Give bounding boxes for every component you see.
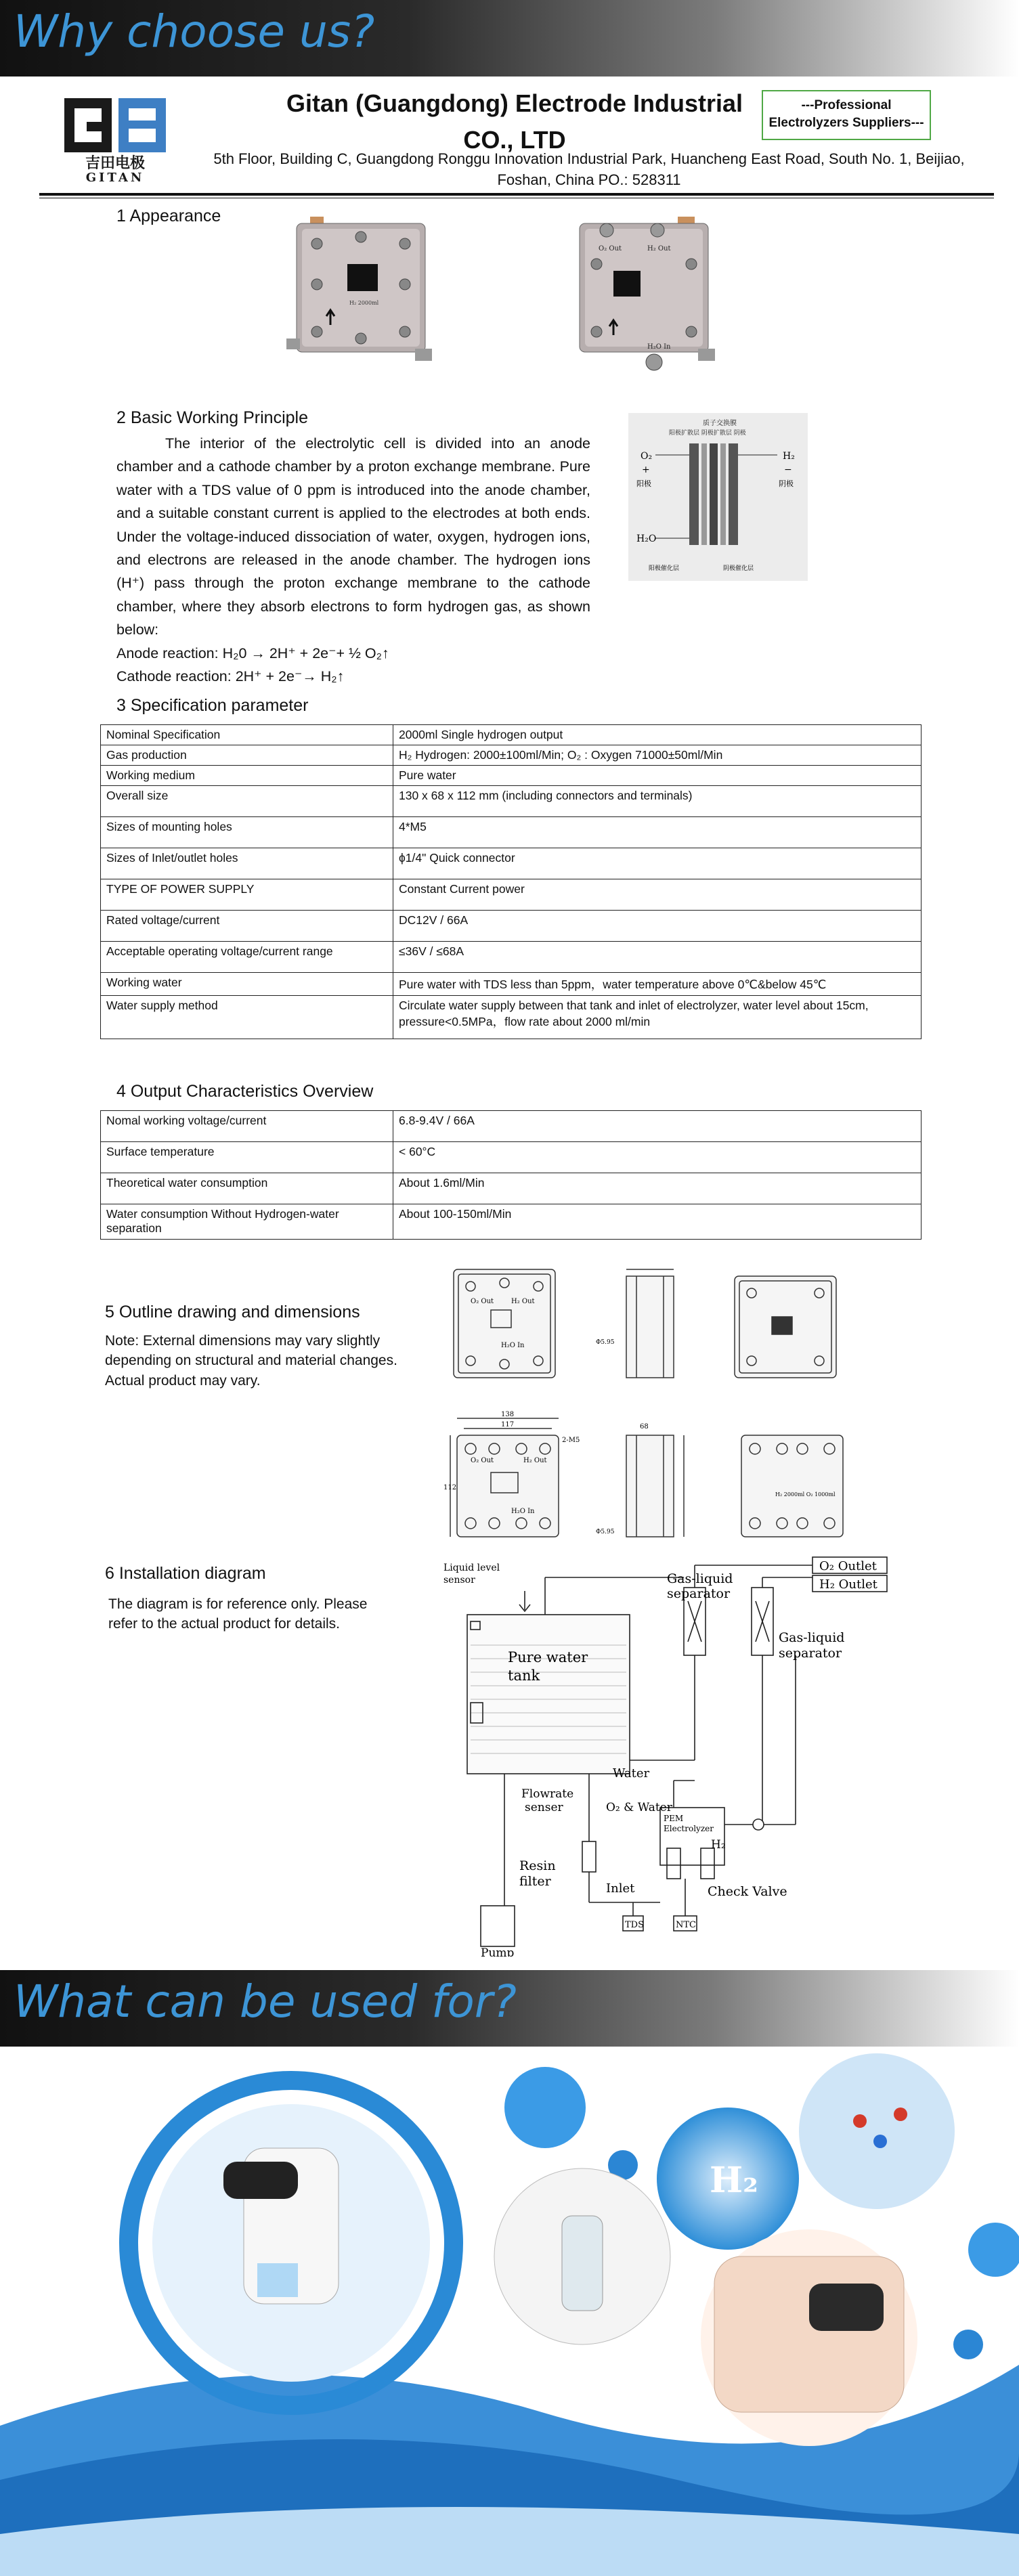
diag-pure-water: Pure water: [508, 1649, 588, 1665]
spec-value: Pure water: [393, 766, 922, 786]
outline-dim-68: 68: [640, 1423, 649, 1431]
outline-h2-out-2: H₂ Out: [523, 1457, 547, 1464]
principle-plus: +: [642, 464, 650, 475]
principle-bottom-1: 阳极催化层: [649, 565, 680, 572]
output-key: Water consumption Without Hydrogen-water separation: [101, 1204, 393, 1240]
svg-text:H₂ Out: H₂ Out: [647, 245, 671, 253]
table-row: [101, 1142, 922, 1173]
principle-bottom-2: 阴极催化层: [723, 565, 754, 572]
outline-h2o-in-1: H₂O In: [501, 1342, 525, 1349]
banner-what-can-be-used-for: [0, 1970, 1019, 2047]
principle-h2o: H₂O: [636, 533, 657, 544]
output-table: [100, 1110, 922, 1240]
table-row: [101, 1204, 922, 1240]
principle-paragraph: The interior of the electrolytic cell is divided into an anode chamber and a cathode chamber by a proton exchange membrane. Pure water with a TDS value of 0 ppm is introduced into the anode chamber, and a suitable constant current is applied to the electrodes at both ends. Under the voltage-induced dissociation of water, oxygen, hydrogen ions, and electrons are released in the anode chamber. The hydrogen ions (H⁺) pass through the proton exchange membrane to the cathode chamber, where they absorb electrons to form hydrogen gas, as shown below:: [116, 435, 590, 638]
company-line-2: CO., LTD: [463, 126, 566, 154]
diag-tank: tank: [508, 1667, 540, 1684]
diag-o2-water: O₂ & Water: [606, 1801, 672, 1814]
svg-text:H₂O In: H₂O In: [647, 343, 671, 351]
diag-filter: filter: [519, 1874, 551, 1889]
principle-h2: H₂: [783, 451, 795, 462]
address-line-2: Foshan, China PO.: 528311: [497, 171, 681, 188]
diag-sensor: sensor: [443, 1575, 475, 1586]
table-row: [101, 848, 922, 879]
output-value: About 100-150ml/Min: [393, 1204, 922, 1240]
spec-key: Nominal Specification: [101, 725, 393, 745]
table-row: [101, 725, 922, 745]
section-6-title: 6 Installation diagram: [105, 1564, 266, 1583]
spec-key: Sizes of mounting holes: [101, 817, 393, 848]
spec-value: ≤36V / ≤68A: [393, 942, 922, 973]
spec-value: 2000ml Single hydrogen output: [393, 725, 922, 745]
diag-gas-sep-2: Gas-liquid: [779, 1630, 845, 1645]
h2-drop-label: H₂: [710, 2160, 758, 2201]
principle-top-1: 质子交换膜: [703, 420, 737, 427]
banner-title: Why choose us?: [14, 5, 375, 58]
output-value: About 1.6ml/Min: [393, 1173, 922, 1204]
output-value: 6.8-9.4V / 66A: [393, 1111, 922, 1142]
outline-dim-117: 117: [501, 1421, 515, 1428]
output-value: < 60°C: [393, 1142, 922, 1173]
section-2-title: 2 Basic Working Principle: [116, 408, 308, 427]
table-row: [101, 1173, 922, 1204]
table-row: [101, 942, 922, 973]
spec-key: Sizes of Inlet/outlet holes: [101, 848, 393, 879]
spec-key: TYPE OF POWER SUPPLY: [101, 879, 393, 911]
diag-h2: H₂: [711, 1838, 726, 1852]
usage-illustration: [0, 2047, 1019, 2576]
badge-line-1: ---Professional: [801, 98, 892, 112]
spec-key: Water supply method: [101, 996, 393, 1039]
table-row: [101, 786, 922, 817]
logo-en-text: GITAN: [85, 171, 145, 183]
diag-flowrate: Flowrate: [521, 1787, 574, 1801]
diag-liquid-level: Liquid level: [443, 1563, 500, 1573]
spec-key: Rated voltage/current: [101, 911, 393, 942]
spec-key: Acceptable operating voltage/current range: [101, 942, 393, 973]
company-logo: [61, 95, 169, 183]
supplier-badge: [762, 90, 931, 140]
table-row: [101, 911, 922, 942]
output-key: Nomal working voltage/current: [101, 1111, 393, 1142]
outline-drawings: [443, 1256, 877, 1571]
spec-key: Overall size: [101, 786, 393, 817]
svg-text:O₂ Out: O₂ Out: [599, 245, 622, 253]
logo-cn-text: 吉田电极: [85, 154, 146, 172]
principle-anode: 阳极: [636, 479, 651, 488]
outline-dim-phi-2: Φ5.95: [596, 1529, 615, 1535]
banner-why-choose-us: [0, 0, 1019, 77]
table-row: [101, 766, 922, 786]
section-5-note: Note: External dimensions may vary slightly depending on structural and material changes. Actual product may vary.: [105, 1333, 397, 1389]
spec-key: Working medium: [101, 766, 393, 786]
diag-ntc: NTC: [676, 1920, 696, 1930]
principle-diagram: [628, 413, 808, 584]
diag-check-valve: Check Valve: [708, 1884, 787, 1899]
spec-value: 130 x 68 x 112 mm (including connectors and terminals): [393, 786, 922, 817]
table-row: [101, 996, 922, 1039]
banner-2-title: What can be used for?: [14, 1975, 517, 2028]
diag-electrolyzer: Electrolyzer: [664, 1824, 714, 1833]
installation-diagram: [443, 1550, 917, 1960]
section-5-title: 5 Outline drawing and dimensions: [105, 1303, 360, 1322]
table-row: [101, 817, 922, 848]
company-line-1: Gitan (Guangdong) Electrode Industrial: [286, 89, 743, 117]
product-photo-back: [566, 203, 722, 396]
outline-product-label: H₂ 2000ml O₂ 1000ml: [775, 1491, 836, 1498]
table-row: [101, 1111, 922, 1142]
principle-o2: O₂: [641, 451, 653, 462]
spec-value: H₂ Hydrogen: 2000±100ml/Min; O₂ : Oxygen 71000±50ml/Min: [393, 745, 922, 766]
spec-key: Working water: [101, 973, 393, 996]
diag-pump: Pump: [481, 1946, 515, 1957]
table-row: [101, 973, 922, 996]
section-4-title: 4 Output Characteristics Overview: [116, 1082, 374, 1101]
svg-text:H₂ 2000ml: H₂ 2000ml: [349, 300, 379, 306]
badge-line-2: Electrolyzers Suppliers---: [768, 115, 924, 130]
anode-reaction: Anode reaction: H₂0 → 2H⁺ + 2e⁻+ ½ O₂↑: [116, 645, 389, 661]
spec-value: Circulate water supply between that tank and inlet of electrolyzer, water level about 15cm, pressure<0.5MPa，flow rate about 2000 ml/min: [393, 996, 922, 1039]
product-photo-front: [283, 203, 439, 379]
outline-dim-phi-1: Φ5.95: [596, 1339, 615, 1346]
outline-o2-out-2: O₂ Out: [471, 1457, 494, 1464]
principle-cathode: 阴极: [779, 479, 794, 488]
spec-table: [100, 724, 922, 1039]
spec-value: DC12V / 66A: [393, 911, 922, 942]
diag-senser: senser: [525, 1801, 563, 1814]
diag-o2-outlet: O₂ Outlet: [819, 1559, 877, 1573]
spec-value: 4*M5: [393, 817, 922, 848]
principle-minus: −: [784, 464, 792, 475]
outline-h2-out-1: H₂ Out: [511, 1298, 535, 1305]
diag-pem: PEM: [664, 1814, 684, 1823]
output-key: Theoretical water consumption: [101, 1173, 393, 1204]
diag-tds: TDS: [625, 1920, 644, 1930]
diag-separator-1: separator: [667, 1586, 731, 1601]
outline-dim-112: 112: [443, 1484, 457, 1491]
outline-h2o-in-2: H₂O In: [511, 1508, 535, 1515]
principle-text: [116, 432, 590, 688]
table-row: [101, 745, 922, 766]
header-divider: [39, 193, 994, 196]
table-row: [101, 879, 922, 911]
spec-key: Gas production: [101, 745, 393, 766]
section-3-title: 3 Specification parameter: [116, 696, 309, 715]
address-line-1: 5th Floor, Building C, Guangdong Ronggu Innovation Industrial Park, Huancheng East Road, South No. 1, Beijiao,: [213, 150, 965, 167]
cathode-reaction: Cathode reaction: 2H⁺ + 2e⁻→ H₂↑: [116, 668, 345, 684]
outline-o2-out-1: O₂ Out: [471, 1298, 494, 1305]
spec-value: Pure water with TDS less than 5ppm，water temperature above 0℃&below 45℃: [393, 973, 922, 996]
company-name: [203, 85, 826, 158]
section-1-title: 1 Appearance: [116, 206, 221, 225]
diag-water: Water: [613, 1766, 650, 1781]
diag-gas-sep-1: Gas-liquid: [667, 1571, 733, 1586]
diag-resin: Resin: [519, 1858, 556, 1873]
spec-value: Constant Current power: [393, 879, 922, 911]
outline-dim-138: 138: [501, 1411, 515, 1418]
output-key: Surface temperature: [101, 1142, 393, 1173]
section-6-note: The diagram is for reference only. Please refer to the actual product for details.: [108, 1596, 368, 1632]
principle-top-2: 阳极扩散层 阴极扩散层 阴极: [669, 430, 746, 437]
diag-separator-2: separator: [779, 1646, 842, 1661]
outline-dim-m5: 2-M5: [562, 1437, 580, 1444]
diag-h2-outlet: H₂ Outlet: [819, 1577, 877, 1592]
spec-value: ϕ1/4" Quick connector: [393, 848, 922, 879]
diag-inlet: Inlet: [606, 1881, 635, 1896]
company-address: [203, 149, 975, 191]
